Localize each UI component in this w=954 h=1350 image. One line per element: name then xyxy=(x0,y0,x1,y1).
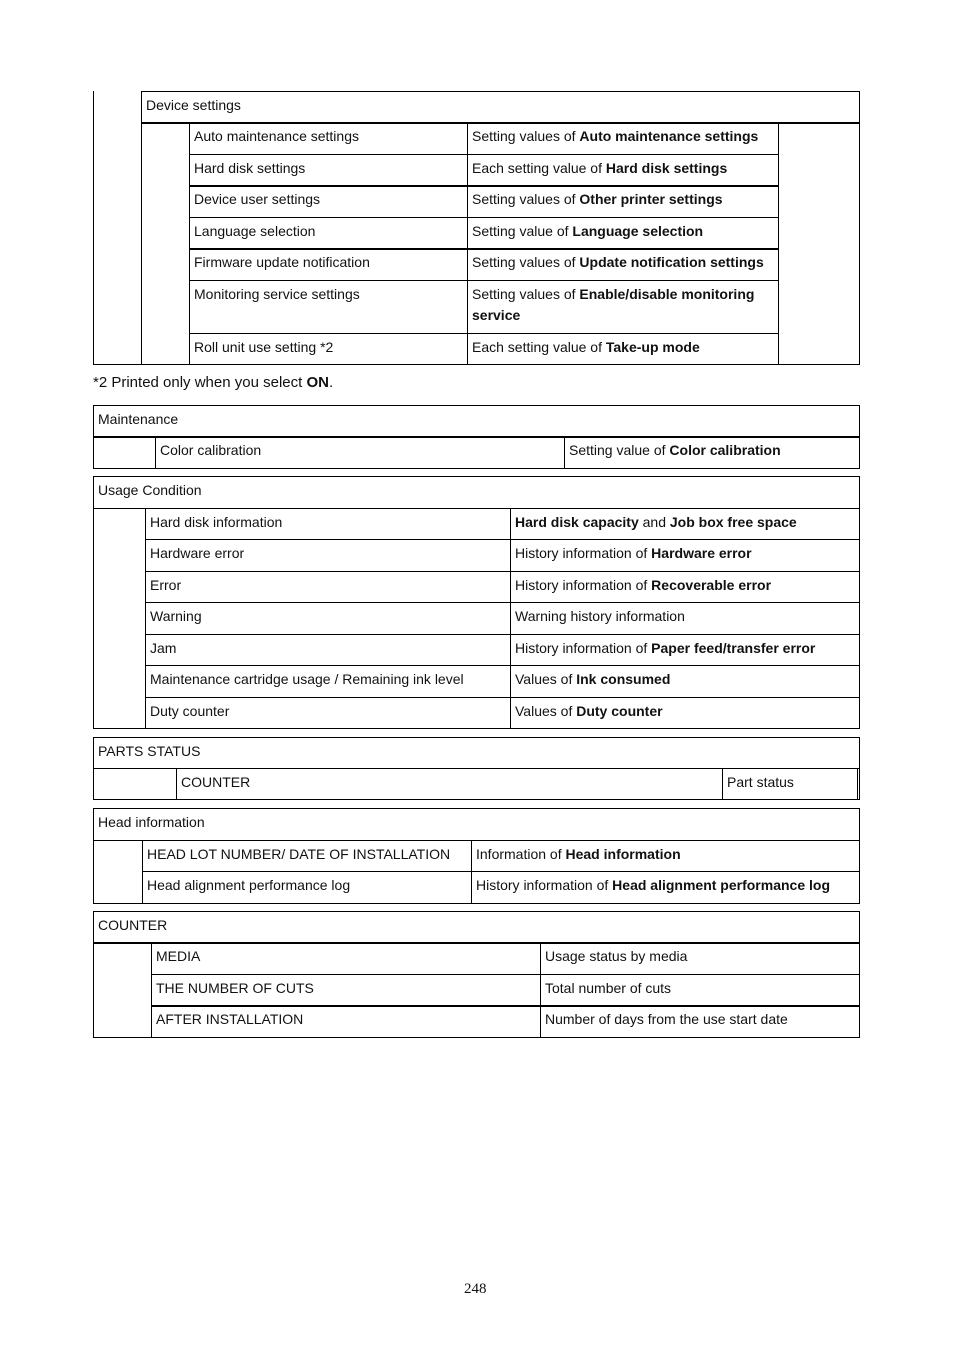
row-label: Error xyxy=(150,577,182,593)
row-label: Language selection xyxy=(194,223,316,239)
row-value: Number of days from the use start date xyxy=(545,1011,788,1027)
head-information-title: Head information xyxy=(98,814,205,830)
row-value: Values of Ink consumed xyxy=(515,671,671,687)
row-label: Jam xyxy=(150,640,177,656)
row-label: HEAD LOT NUMBER/ DATE OF INSTALLATION xyxy=(147,846,451,862)
row-label: Color calibration xyxy=(160,442,262,458)
maintenance-title: Maintenance xyxy=(98,411,179,427)
row-label: Device user settings xyxy=(194,191,321,207)
counter-title: COUNTER xyxy=(98,917,168,933)
row-label: Maintenance cartridge usage / Remaining ink level xyxy=(150,671,464,687)
row-label: COUNTER xyxy=(181,774,251,790)
row-value: Each setting value of Take-up mode xyxy=(472,339,700,355)
row-value: History information of Head alignment performance log xyxy=(476,877,830,893)
footnote: *2 Printed only when you select ON. xyxy=(93,374,334,391)
row-value: Warning history information xyxy=(515,608,685,624)
row-value: Hard disk capacity and Job box free space xyxy=(515,514,797,530)
parts-status-title: PARTS STATUS xyxy=(98,743,201,759)
row-label: Roll unit use setting *2 xyxy=(194,339,334,355)
row-label: Monitoring service settings xyxy=(194,286,360,302)
row-value: Setting values of Update notification settings xyxy=(472,254,764,270)
row-value: Setting value of Color calibration xyxy=(569,442,781,458)
usage-condition-title: Usage Condition xyxy=(98,482,202,498)
row-value: Setting values of Enable/disable monitoring xyxy=(472,286,755,302)
row-value: Setting value of Language selection xyxy=(472,223,704,239)
row-label: MEDIA xyxy=(156,948,201,964)
row-value: History information of Paper feed/transfer error xyxy=(515,640,816,656)
row-label: Hardware error xyxy=(150,545,245,561)
row-value: Part status xyxy=(727,774,794,790)
row-label: Auto maintenance settings xyxy=(194,128,359,144)
row-label: Firmware update notification xyxy=(194,254,370,270)
row-label: AFTER INSTALLATION xyxy=(156,1011,304,1027)
row-value: Each setting value of Hard disk settings xyxy=(472,160,728,176)
row-value: Setting values of Auto maintenance settings xyxy=(472,128,759,144)
row-value-wrap: service xyxy=(472,307,521,323)
row-value: History information of Recoverable error xyxy=(515,577,772,593)
row-label: Warning xyxy=(150,608,202,624)
page-number: 248 xyxy=(464,1281,487,1297)
row-value: Setting values of Other printer settings xyxy=(472,191,723,207)
row-value: Information of Head information xyxy=(476,846,681,862)
row-value: Usage status by media xyxy=(545,948,688,964)
row-label: Duty counter xyxy=(150,703,230,719)
row-label: Head alignment performance log xyxy=(147,877,351,893)
row-label: THE NUMBER OF CUTS xyxy=(156,980,314,996)
row-value: Values of Duty counter xyxy=(515,703,663,719)
row-label: Hard disk settings xyxy=(194,160,306,176)
row-value: Total number of cuts xyxy=(545,980,672,996)
device-settings-title: Device settings xyxy=(146,97,241,113)
row-value: History information of Hardware error xyxy=(515,545,752,561)
row-label: Hard disk information xyxy=(150,514,283,530)
